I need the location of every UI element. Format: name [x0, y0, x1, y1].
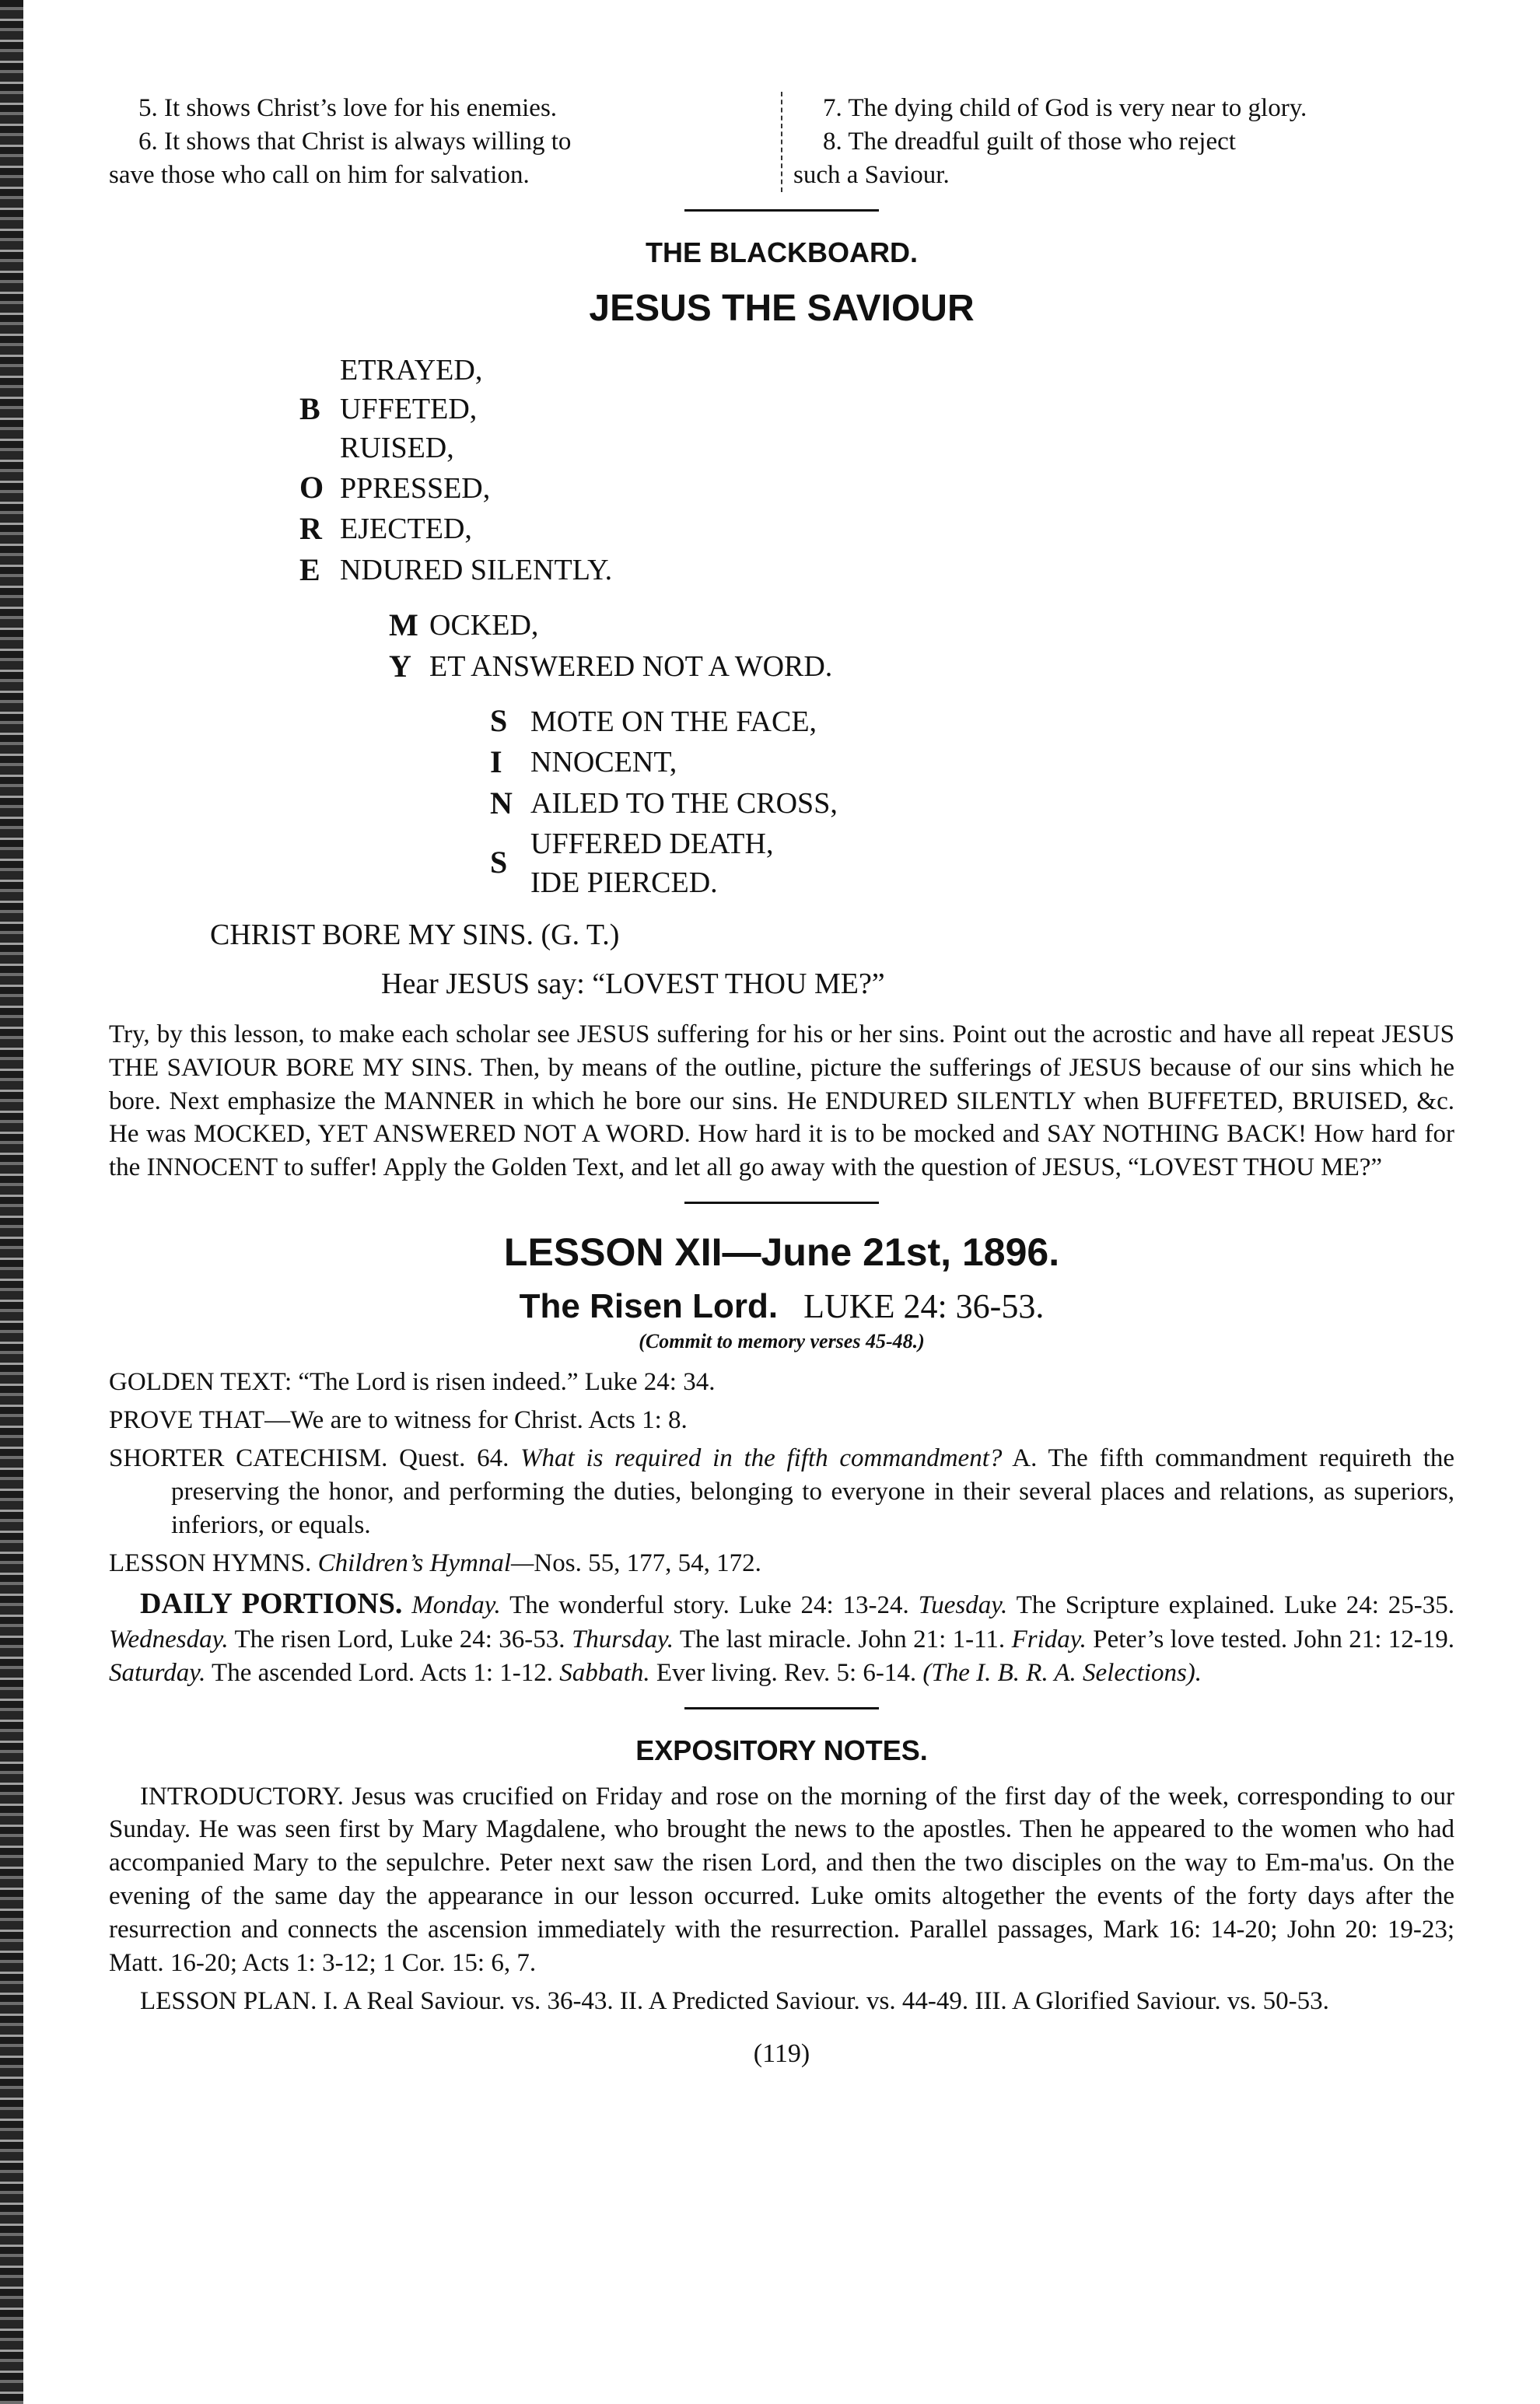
point-5: 5. It shows Christ’s love for his enemies. [138, 94, 558, 122]
divider [684, 1202, 879, 1204]
acrostic-row [299, 550, 1454, 591]
blackboard-heading: THE BLACKBOARD. [646, 236, 918, 268]
daily-reading: The wonderful story. Luke 24: 13-24. [509, 1590, 909, 1619]
acrostic-row-s [490, 824, 1454, 902]
golden-text-label: GOLDEN TEXT: [109, 1368, 292, 1397]
catechism-answer: A. The fifth commandment requireth the preserving the honor, and performing the duties, belonging to everyone in their several places and relations, as superiors, inferiors, or equals. [171, 1444, 1455, 1539]
daily-day: Sabbath. [559, 1658, 650, 1687]
hymns-numbers: Nos. 55, 177, 54, 172. [534, 1548, 761, 1577]
daily-reading: Ever living. Rev. 5: 6-14. [656, 1658, 917, 1687]
acrostic-text: UFFERED DEATH, [530, 827, 774, 860]
acrostic-text: ET ANSWERED NOT A WORD. [429, 649, 833, 683]
acrostic-row [299, 467, 1454, 509]
acrostic-group-2 [299, 605, 1454, 688]
daily-day: Thursday. [571, 1625, 674, 1653]
daily-day: Friday. [1011, 1625, 1087, 1653]
lesson-reference: LUKE 24: 36-53. [803, 1287, 1045, 1326]
daily-day: Tuesday. [918, 1590, 1008, 1619]
introductory-note [109, 1780, 1454, 1980]
acrostic-letter: N [490, 785, 513, 821]
acrostic-text: RUISED, [340, 432, 454, 465]
daily-day: Saturday. [109, 1658, 206, 1687]
golden-text [109, 1366, 1454, 1399]
catechism-question: What is required in the fifth commandment? [520, 1444, 1003, 1473]
acrostic-row [299, 509, 1454, 550]
acrostic-row [490, 701, 1454, 742]
catechism-question-number: Quest. 64. [399, 1444, 509, 1473]
lesson-plan-text: I. A Real Saviour. vs. 36-43. II. A Predicted Saviour. vs. 44-49. III. A Glorified Saviour. vs. 50-53. [323, 1986, 1329, 2015]
acrostic-letter: S [490, 845, 508, 880]
acrostic-letter: R [299, 511, 322, 547]
acrostic-text: IDE PIERCED. [530, 866, 718, 899]
point-6: 6. It shows that Christ is always willing to [138, 127, 572, 156]
lesson-plan [109, 1985, 1454, 2018]
point-7: 7. The dying child of God is very near to glory. [823, 94, 1307, 122]
acrostic-group-3 [299, 701, 1454, 902]
points-left-column [109, 92, 781, 192]
hear-jesus-line: Hear JESUS say: “LOVEST THOU ME?” [381, 968, 885, 1001]
points-right-column [781, 92, 1454, 192]
acrostic [109, 351, 1454, 902]
acrostic-text: ETRAYED, [340, 353, 483, 387]
acrostic-row [490, 783, 1454, 824]
lesson-name: The Risen Lord. [519, 1287, 779, 1326]
divider [684, 209, 879, 212]
introductory-label: INTRODUCTORY. [140, 1782, 344, 1811]
acrostic-letter: O [299, 470, 324, 506]
expository-heading: EXPOSITORY NOTES. [635, 1734, 928, 1766]
page-number: (119) [753, 2038, 810, 2068]
acrostic-letter: E [299, 551, 320, 587]
daily-reading: The Scripture explained. Luke 24: 25-35. [1016, 1590, 1455, 1619]
acrostic-text: UFFETED, [340, 393, 478, 426]
lesson-subtitle [109, 1284, 1454, 1328]
teaching-instructions: Try, by this lesson, to make each scholar see JESUS suffering for his or her sins. Point out the acrostic and have all repeat JESUS THE SAVIOUR BORE MY SINS. Then, by means of the outline, picture the sufferings of JESUS because of our sins which he bore. Next emphasize the MANNER in which he bore our sins. He ENDURED SILENTLY when BUFFETED, BRUISED, &c. He was MOCKED, YET ANSWERED NOT A WORD. How hard it is to be mocked and SAY NOTHING BACK! How hard for the INNOCENT to suffer! Apply the Golden Text, and let all go away with the question of JESUS, “LOVEST THOU ME?” [109, 1020, 1454, 1182]
selections-note: (The I. B. R. A. Selections). [922, 1658, 1202, 1687]
acrostic-letter: S [490, 703, 508, 739]
acrostic-letter: B [299, 390, 320, 426]
memory-verses: (Commit to memory verses 45-48.) [639, 1330, 925, 1353]
acrostic-text: EJECTED, [340, 513, 472, 546]
acrostic-letter: Y [389, 648, 411, 684]
catechism-label: SHORTER CATECHISM. [109, 1444, 388, 1473]
daily-portions [109, 1585, 1454, 1690]
introductory-text: Jesus was crucified on Friday and rose on the morning of the first day of the week, corresponding to our Sunday. He was seen first by Mary Magdalene, who brought the news to the apostles. Then he appeared to the women who had accompanied Mary to the sepulchre. Peter next saw the risen Lord, and then the two disciples on the way to Em-ma'us. On the evening of the same day the appearance in our lesson occurred. Luke omits altogether the events of the forty days after the resurrection and connects the ascension immediately with the resurrection. Parallel passages, Mark 16: 14-20; John 20: 19-23; Matt. 16-20; Acts 1: 3-12; 1 Cor. 15: 6, 7. [109, 1782, 1455, 1977]
lesson-title: LESSON XII—June 21st, 1896. [503, 1230, 1060, 1275]
prove-that-value: We are to witness for Christ. Acts 1: 8. [290, 1406, 688, 1435]
acrostic-text: MOTE ON THE FACE, [530, 705, 817, 738]
page-content [109, 92, 1454, 2071]
acrostic-letter: M [389, 607, 418, 642]
acrostic-text: AILED TO THE CROSS, [530, 787, 838, 821]
point-8-continued: such a Saviour. [793, 160, 950, 189]
golden-text-value: “The Lord is risen indeed.” Luke 24: 34. [298, 1368, 716, 1397]
daily-reading: Peter’s love tested. John 21: 12-19. [1093, 1625, 1455, 1653]
daily-reading: The ascended Lord. Acts 1: 1-12. [212, 1658, 553, 1687]
golden-text-summary: CHRIST BORE MY SINS. (G. T.) [210, 919, 620, 952]
acrostic-letter: I [490, 744, 502, 780]
daily-day: Wednesday. [109, 1625, 229, 1653]
daily-portions-label: DAILY PORTIONS. [140, 1587, 403, 1620]
daily-reading: The last miracle. John 21: 1-11. [679, 1625, 1006, 1653]
acrostic-stack [340, 351, 482, 467]
prove-that-label: PROVE THAT— [109, 1406, 291, 1435]
acrostic-row-b [299, 351, 1454, 467]
point-8: 8. The dreadful guilt of those who reject [823, 127, 1236, 156]
prove-that [109, 1404, 1454, 1437]
point-6-continued: save those who call on him for salvation. [109, 160, 530, 189]
acrostic-text: OCKED, [429, 609, 539, 642]
scanned-page-edge [0, 0, 23, 2404]
lesson-hymns [109, 1547, 1454, 1580]
hymns-book: Children’s Hymnal— [317, 1548, 534, 1577]
acrostic-row [389, 646, 1454, 688]
lesson-plan-label: LESSON PLAN. [140, 1986, 317, 2015]
acrostic-row [490, 742, 1454, 783]
acrostic-text: PPRESSED, [340, 471, 491, 505]
daily-day: Monday. [411, 1590, 501, 1619]
acrostic-text: NNOCENT, [530, 746, 677, 779]
blackboard-title: JESUS THE SAVIOUR [589, 288, 975, 330]
daily-reading: The risen Lord, Luke 24: 36-53. [234, 1625, 565, 1653]
hymns-label: LESSON HYMNS. [109, 1548, 312, 1577]
acrostic-stack [530, 824, 773, 902]
points-columns [109, 92, 1454, 192]
acrostic-text: NDURED SILENTLY. [340, 554, 613, 587]
divider [684, 1707, 879, 1709]
acrostic-row [389, 605, 1454, 646]
shorter-catechism [109, 1442, 1454, 1542]
